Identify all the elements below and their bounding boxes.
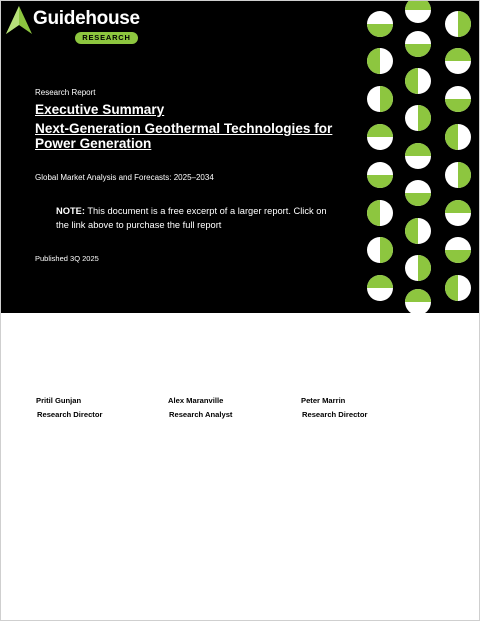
half-circle-icon <box>445 237 471 263</box>
half-circle-icon <box>367 48 393 74</box>
half-circle-icon <box>367 86 393 112</box>
author-1 <box>36 394 102 422</box>
brand-name: Guidehouse <box>33 8 140 29</box>
note-text: This document is a free excerpt of a larger report. Click on the link above to purchase the full report <box>56 206 327 230</box>
author-role: Research Director <box>37 410 103 419</box>
note-label: NOTE: <box>56 206 85 216</box>
half-circle-icon <box>445 200 471 226</box>
half-circle-icon <box>405 289 431 313</box>
author-name: Alex Maranville <box>168 396 224 405</box>
half-circle-icon <box>445 11 471 37</box>
half-circle-icon <box>367 162 393 188</box>
half-circle-icon <box>405 31 431 57</box>
half-circle-icon <box>445 86 471 112</box>
half-circle-icon <box>445 162 471 188</box>
half-circle-icon <box>405 68 431 94</box>
author-role: Research Director <box>302 410 368 419</box>
half-circle-icon <box>367 275 393 301</box>
published-date: Published 3Q 2025 <box>35 254 99 263</box>
half-circle-icon <box>405 105 431 131</box>
report-title-line2: Next-Generation Geothermal Technologies for Power Generation <box>35 121 333 151</box>
brand-badge: RESEARCH <box>75 32 138 44</box>
half-circle-icon <box>405 143 431 169</box>
half-circle-icon <box>367 200 393 226</box>
half-circle-icon <box>445 48 471 74</box>
half-circle-icon <box>445 275 471 301</box>
half-circle-icon <box>367 11 393 37</box>
half-circle-icon <box>405 180 431 206</box>
half-circle-icon <box>367 237 393 263</box>
document-type: Research Report <box>35 88 96 97</box>
half-circle-icon <box>405 255 431 281</box>
report-subtitle: Global Market Analysis and Forecasts: 2025–2034 <box>35 173 214 182</box>
author-3 <box>301 394 367 422</box>
author-name: Peter Marrin <box>301 396 346 405</box>
author-role: Research Analyst <box>169 410 233 419</box>
report-title-line1: Executive Summary <box>35 102 165 117</box>
author-2 <box>168 394 232 422</box>
half-circle-icon <box>405 218 431 244</box>
half-circle-icon <box>445 124 471 150</box>
author-name: Pritil Gunjan <box>36 396 82 405</box>
half-circle-icon <box>405 0 431 23</box>
half-circle-icon <box>367 124 393 150</box>
